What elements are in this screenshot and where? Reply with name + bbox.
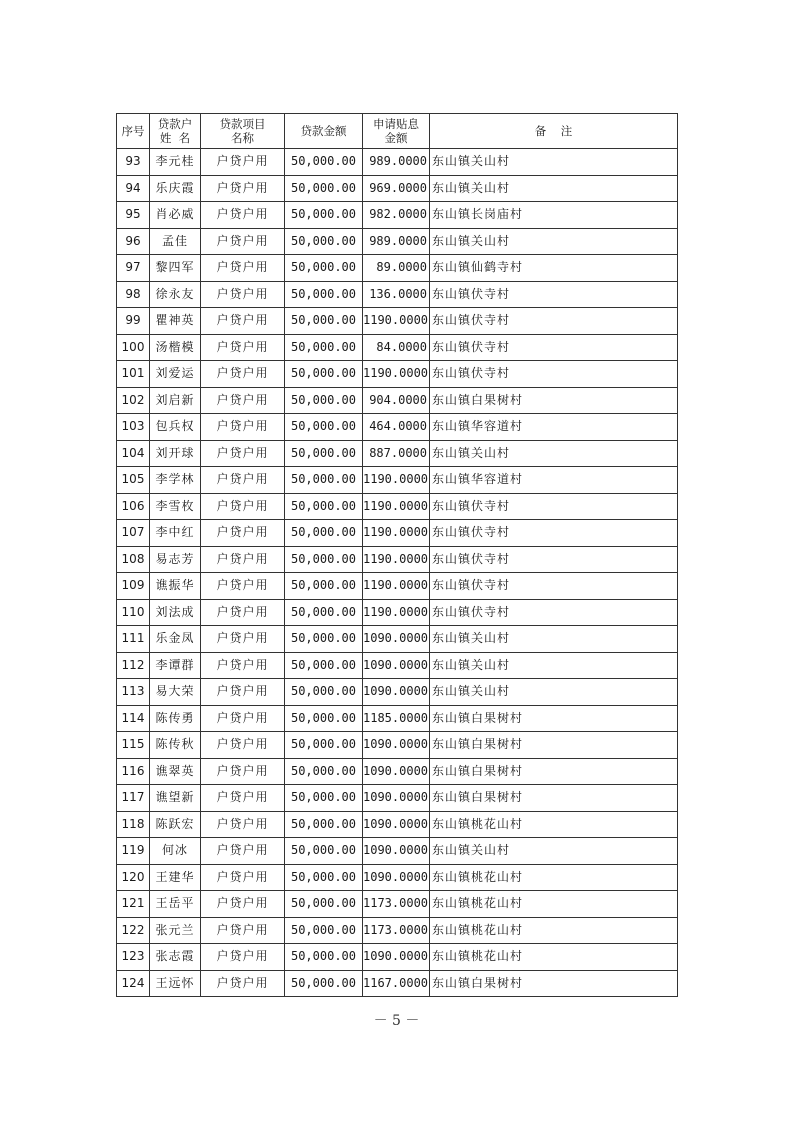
table-row: [117, 758, 678, 785]
table-row: [117, 493, 678, 520]
table-body: [117, 149, 678, 997]
cell-project-name: 户贷户用: [201, 175, 285, 202]
table-row: [117, 705, 678, 732]
cell-borrower-name: 瞿神英: [150, 308, 201, 335]
table-row: [117, 361, 678, 388]
cell-loan-amount: 50,000.00: [285, 546, 363, 573]
cell-subsidy-amount: 136.0000: [363, 281, 430, 308]
header-subsidy-line1: 申请贴息: [373, 117, 419, 131]
cell-remark: 东山镇长岗庙村: [430, 202, 678, 229]
table-row: [117, 175, 678, 202]
header-no: [117, 114, 150, 149]
cell-subsidy-amount: 969.0000: [363, 175, 430, 202]
cell-no: 95: [117, 202, 150, 229]
cell-no: 117: [117, 785, 150, 812]
cell-loan-amount: 50,000.00: [285, 758, 363, 785]
table-row: [117, 520, 678, 547]
cell-project-name: 户贷户用: [201, 493, 285, 520]
cell-borrower-name: 刘启新: [150, 387, 201, 414]
cell-no: 111: [117, 626, 150, 653]
cell-remark: 东山镇关山村: [430, 626, 678, 653]
cell-remark: 东山镇伏寺村: [430, 546, 678, 573]
cell-subsidy-amount: 989.0000: [363, 228, 430, 255]
cell-remark: 东山镇桃花山村: [430, 944, 678, 971]
cell-no: 104: [117, 440, 150, 467]
cell-borrower-name: 何冰: [150, 838, 201, 865]
cell-loan-amount: 50,000.00: [285, 705, 363, 732]
cell-no: 114: [117, 705, 150, 732]
cell-borrower-name: 刘法成: [150, 599, 201, 626]
header-project-line1: 贷款项目: [219, 117, 266, 131]
cell-project-name: 户贷户用: [201, 917, 285, 944]
cell-subsidy-amount: 1090.0000: [363, 864, 430, 891]
cell-loan-amount: 50,000.00: [285, 149, 363, 176]
cell-project-name: 户贷户用: [201, 944, 285, 971]
cell-loan-amount: 50,000.00: [285, 864, 363, 891]
cell-no: 105: [117, 467, 150, 494]
cell-remark: 东山镇桃花山村: [430, 864, 678, 891]
cell-remark: 东山镇白果树村: [430, 387, 678, 414]
cell-project-name: 户贷户用: [201, 626, 285, 653]
cell-project-name: 户贷户用: [201, 520, 285, 547]
cell-subsidy-amount: 1090.0000: [363, 758, 430, 785]
cell-remark: 东山镇关山村: [430, 149, 678, 176]
cell-loan-amount: 50,000.00: [285, 891, 363, 918]
cell-loan-amount: 50,000.00: [285, 493, 363, 520]
cell-subsidy-amount: 989.0000: [363, 149, 430, 176]
cell-borrower-name: 乐庆霞: [150, 175, 201, 202]
cell-loan-amount: 50,000.00: [285, 361, 363, 388]
cell-subsidy-amount: 464.0000: [363, 414, 430, 441]
cell-subsidy-amount: 1090.0000: [363, 626, 430, 653]
table-row: [117, 202, 678, 229]
cell-remark: 东山镇白果树村: [430, 758, 678, 785]
cell-no: 123: [117, 944, 150, 971]
table-row: [117, 546, 678, 573]
cell-subsidy-amount: 1090.0000: [363, 811, 430, 838]
cell-no: 124: [117, 970, 150, 997]
cell-loan-amount: 50,000.00: [285, 811, 363, 838]
cell-loan-amount: 50,000.00: [285, 679, 363, 706]
cell-loan-amount: 50,000.00: [285, 387, 363, 414]
cell-remark: 东山镇伏寺村: [430, 599, 678, 626]
cell-remark: 东山镇桃花山村: [430, 891, 678, 918]
cell-no: 99: [117, 308, 150, 335]
cell-project-name: 户贷户用: [201, 785, 285, 812]
cell-borrower-name: 刘爱运: [150, 361, 201, 388]
table-row: [117, 652, 678, 679]
header-borrower-line1: 贷款户: [157, 117, 193, 131]
cell-project-name: 户贷户用: [201, 334, 285, 361]
cell-project-name: 户贷户用: [201, 308, 285, 335]
cell-subsidy-amount: 904.0000: [363, 387, 430, 414]
cell-no: 116: [117, 758, 150, 785]
cell-remark: 东山镇伏寺村: [430, 308, 678, 335]
cell-no: 94: [117, 175, 150, 202]
table-row: [117, 255, 678, 282]
cell-subsidy-amount: 1167.0000: [363, 970, 430, 997]
cell-no: 115: [117, 732, 150, 759]
cell-loan-amount: 50,000.00: [285, 626, 363, 653]
table-row: [117, 387, 678, 414]
cell-project-name: 户贷户用: [201, 228, 285, 255]
cell-loan-amount: 50,000.00: [285, 255, 363, 282]
header-borrower-line2: 姓 名: [159, 131, 191, 145]
header-amount-label: 贷款金额: [300, 124, 347, 138]
header-remark: [430, 114, 678, 149]
cell-loan-amount: 50,000.00: [285, 573, 363, 600]
cell-subsidy-amount: 1190.0000: [363, 546, 430, 573]
cell-subsidy-amount: 1190.0000: [363, 520, 430, 547]
cell-project-name: 户贷户用: [201, 467, 285, 494]
cell-no: 102: [117, 387, 150, 414]
cell-no: 121: [117, 891, 150, 918]
cell-loan-amount: 50,000.00: [285, 970, 363, 997]
cell-no: 119: [117, 838, 150, 865]
cell-borrower-name: 陈传勇: [150, 705, 201, 732]
cell-borrower-name: 谯望新: [150, 785, 201, 812]
cell-remark: 东山镇仙鹤寺村: [430, 255, 678, 282]
table-row: [117, 626, 678, 653]
cell-loan-amount: 50,000.00: [285, 467, 363, 494]
header-subsidy-line2: 金额: [384, 131, 408, 145]
cell-subsidy-amount: 1185.0000: [363, 705, 430, 732]
cell-loan-amount: 50,000.00: [285, 202, 363, 229]
cell-no: 120: [117, 864, 150, 891]
cell-subsidy-amount: 1190.0000: [363, 599, 430, 626]
table-row: [117, 440, 678, 467]
cell-remark: 东山镇伏寺村: [430, 520, 678, 547]
table-row: [117, 228, 678, 255]
cell-project-name: 户贷户用: [201, 149, 285, 176]
cell-borrower-name: 谯翠英: [150, 758, 201, 785]
table-row: [117, 944, 678, 971]
cell-subsidy-amount: 1190.0000: [363, 493, 430, 520]
table-row: [117, 864, 678, 891]
cell-borrower-name: 李元桂: [150, 149, 201, 176]
cell-borrower-name: 陈传秋: [150, 732, 201, 759]
cell-borrower-name: 孟佳: [150, 228, 201, 255]
cell-borrower-name: 王建华: [150, 864, 201, 891]
cell-remark: 东山镇华容道村: [430, 467, 678, 494]
cell-no: 122: [117, 917, 150, 944]
cell-no: 109: [117, 573, 150, 600]
cell-subsidy-amount: 89.0000: [363, 255, 430, 282]
cell-project-name: 户贷户用: [201, 387, 285, 414]
cell-remark: 东山镇白果树村: [430, 732, 678, 759]
cell-loan-amount: 50,000.00: [285, 440, 363, 467]
header-subsidy: [363, 114, 430, 149]
cell-no: 97: [117, 255, 150, 282]
cell-project-name: 户贷户用: [201, 758, 285, 785]
cell-borrower-name: 张元兰: [150, 917, 201, 944]
cell-remark: 东山镇关山村: [430, 679, 678, 706]
cell-borrower-name: 陈跃宏: [150, 811, 201, 838]
cell-project-name: 户贷户用: [201, 864, 285, 891]
table-row: [117, 281, 678, 308]
table-row: [117, 308, 678, 335]
cell-project-name: 户贷户用: [201, 838, 285, 865]
cell-no: 103: [117, 414, 150, 441]
cell-remark: 东山镇伏寺村: [430, 281, 678, 308]
cell-remark: 东山镇白果树村: [430, 705, 678, 732]
table-row: [117, 573, 678, 600]
cell-borrower-name: 李中红: [150, 520, 201, 547]
cell-loan-amount: 50,000.00: [285, 175, 363, 202]
cell-loan-amount: 50,000.00: [285, 732, 363, 759]
cell-subsidy-amount: 1190.0000: [363, 573, 430, 600]
table-row: [117, 599, 678, 626]
cell-subsidy-amount: 887.0000: [363, 440, 430, 467]
cell-no: 106: [117, 493, 150, 520]
cell-loan-amount: 50,000.00: [285, 652, 363, 679]
cell-no: 100: [117, 334, 150, 361]
loan-subsidy-table: [116, 113, 678, 997]
cell-no: 93: [117, 149, 150, 176]
header-no-label: 序号: [121, 124, 145, 138]
cell-remark: 东山镇桃花山村: [430, 811, 678, 838]
cell-project-name: 户贷户用: [201, 732, 285, 759]
cell-project-name: 户贷户用: [201, 573, 285, 600]
cell-borrower-name: 王岳平: [150, 891, 201, 918]
cell-no: 112: [117, 652, 150, 679]
cell-loan-amount: 50,000.00: [285, 838, 363, 865]
cell-borrower-name: 李雪枚: [150, 493, 201, 520]
cell-borrower-name: 李学林: [150, 467, 201, 494]
table-row: [117, 414, 678, 441]
cell-borrower-name: 张志霞: [150, 944, 201, 971]
cell-loan-amount: 50,000.00: [285, 308, 363, 335]
cell-subsidy-amount: 1090.0000: [363, 732, 430, 759]
cell-borrower-name: 徐永友: [150, 281, 201, 308]
cell-no: 101: [117, 361, 150, 388]
cell-project-name: 户贷户用: [201, 440, 285, 467]
cell-borrower-name: 刘开球: [150, 440, 201, 467]
cell-remark: 东山镇桃花山村: [430, 917, 678, 944]
table-row: [117, 811, 678, 838]
cell-no: 96: [117, 228, 150, 255]
header-project-line2: 名称: [231, 131, 254, 145]
cell-remark: 东山镇关山村: [430, 440, 678, 467]
cell-loan-amount: 50,000.00: [285, 334, 363, 361]
cell-project-name: 户贷户用: [201, 202, 285, 229]
header-borrower: [150, 114, 201, 149]
cell-borrower-name: 易志芳: [150, 546, 201, 573]
cell-loan-amount: 50,000.00: [285, 414, 363, 441]
cell-loan-amount: 50,000.00: [285, 599, 363, 626]
cell-subsidy-amount: 1090.0000: [363, 944, 430, 971]
cell-subsidy-amount: 1173.0000: [363, 891, 430, 918]
cell-project-name: 户贷户用: [201, 599, 285, 626]
cell-no: 107: [117, 520, 150, 547]
cell-remark: 东山镇关山村: [430, 838, 678, 865]
cell-borrower-name: 包兵权: [150, 414, 201, 441]
table-row: [117, 149, 678, 176]
cell-project-name: 户贷户用: [201, 811, 285, 838]
header-project: [201, 114, 285, 149]
cell-remark: 东山镇伏寺村: [430, 493, 678, 520]
cell-project-name: 户贷户用: [201, 970, 285, 997]
page-number: － 5 －: [373, 1013, 420, 1029]
cell-subsidy-amount: 1090.0000: [363, 838, 430, 865]
table-row: [117, 785, 678, 812]
cell-remark: 东山镇关山村: [430, 175, 678, 202]
cell-subsidy-amount: 1173.0000: [363, 917, 430, 944]
cell-project-name: 户贷户用: [201, 705, 285, 732]
cell-remark: 东山镇白果树村: [430, 785, 678, 812]
cell-remark: 东山镇伏寺村: [430, 361, 678, 388]
cell-borrower-name: 汤楷模: [150, 334, 201, 361]
cell-project-name: 户贷户用: [201, 414, 285, 441]
cell-loan-amount: 50,000.00: [285, 520, 363, 547]
table-row: [117, 917, 678, 944]
cell-borrower-name: 王远怀: [150, 970, 201, 997]
table-row: [117, 467, 678, 494]
table-row: [117, 732, 678, 759]
cell-subsidy-amount: 1190.0000: [363, 361, 430, 388]
cell-subsidy-amount: 1090.0000: [363, 652, 430, 679]
cell-borrower-name: 黎四军: [150, 255, 201, 282]
cell-no: 118: [117, 811, 150, 838]
cell-remark: 东山镇关山村: [430, 652, 678, 679]
cell-project-name: 户贷户用: [201, 652, 285, 679]
cell-no: 110: [117, 599, 150, 626]
cell-project-name: 户贷户用: [201, 891, 285, 918]
header-row: [117, 114, 678, 149]
cell-no: 113: [117, 679, 150, 706]
cell-project-name: 户贷户用: [201, 255, 285, 282]
cell-loan-amount: 50,000.00: [285, 917, 363, 944]
table-row: [117, 970, 678, 997]
cell-borrower-name: 李谭群: [150, 652, 201, 679]
cell-remark: 东山镇伏寺村: [430, 573, 678, 600]
cell-loan-amount: 50,000.00: [285, 281, 363, 308]
cell-project-name: 户贷户用: [201, 546, 285, 573]
cell-subsidy-amount: 1090.0000: [363, 785, 430, 812]
cell-borrower-name: 谯振华: [150, 573, 201, 600]
cell-borrower-name: 乐金凤: [150, 626, 201, 653]
cell-subsidy-amount: 84.0000: [363, 334, 430, 361]
cell-project-name: 户贷户用: [201, 361, 285, 388]
table-header: [117, 114, 678, 149]
cell-subsidy-amount: 1190.0000: [363, 308, 430, 335]
cell-subsidy-amount: 1190.0000: [363, 467, 430, 494]
cell-loan-amount: 50,000.00: [285, 785, 363, 812]
cell-project-name: 户贷户用: [201, 679, 285, 706]
cell-borrower-name: 肖必威: [150, 202, 201, 229]
table-row: [117, 334, 678, 361]
header-remark-label: 备 注: [534, 124, 573, 138]
cell-no: 98: [117, 281, 150, 308]
table-row: [117, 838, 678, 865]
cell-remark: 东山镇白果树村: [430, 970, 678, 997]
table-row: [117, 679, 678, 706]
cell-remark: 东山镇关山村: [430, 228, 678, 255]
cell-loan-amount: 50,000.00: [285, 944, 363, 971]
cell-subsidy-amount: 982.0000: [363, 202, 430, 229]
cell-remark: 东山镇华容道村: [430, 414, 678, 441]
cell-project-name: 户贷户用: [201, 281, 285, 308]
cell-no: 108: [117, 546, 150, 573]
cell-borrower-name: 易大荣: [150, 679, 201, 706]
cell-loan-amount: 50,000.00: [285, 228, 363, 255]
table-row: [117, 891, 678, 918]
header-amount: [285, 114, 363, 149]
cell-subsidy-amount: 1090.0000: [363, 679, 430, 706]
cell-remark: 东山镇伏寺村: [430, 334, 678, 361]
